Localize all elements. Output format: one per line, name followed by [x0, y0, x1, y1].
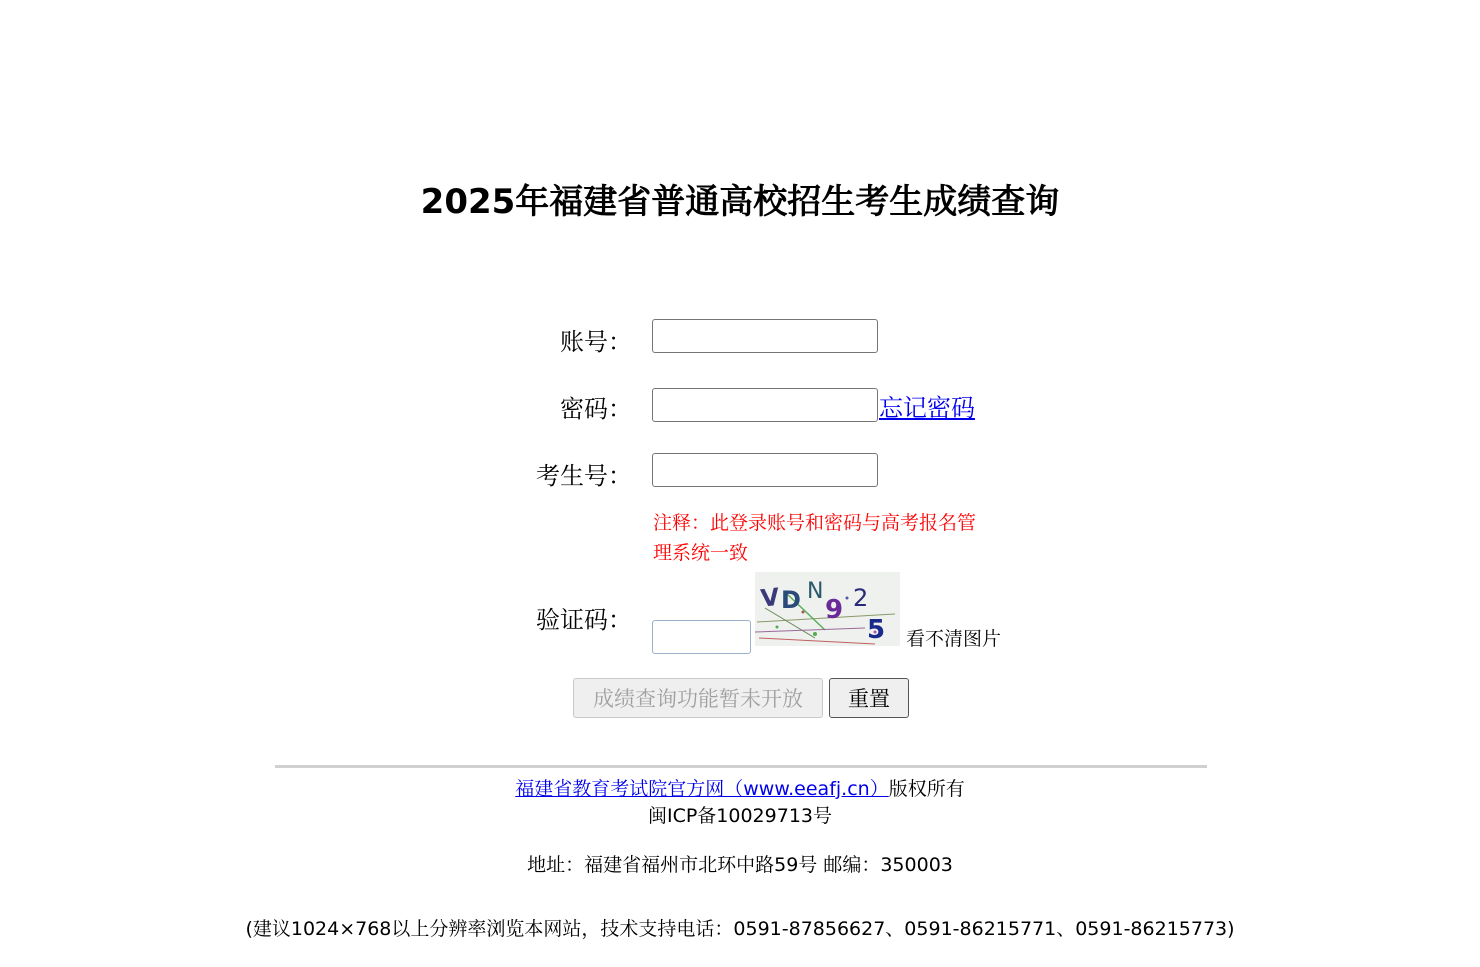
copyright-text: 版权所有	[888, 778, 965, 800]
account-input[interactable]	[652, 319, 878, 353]
exam-number-label: 考生号：	[536, 462, 632, 490]
captcha-char: 5	[867, 615, 886, 645]
reset-button[interactable]: 重置	[829, 678, 909, 718]
captcha-label: 验证码：	[536, 606, 632, 634]
captcha-char: 9	[825, 595, 844, 625]
page-title: 2025年福建省普通高校招生考生成绩查询	[420, 182, 1060, 222]
forgot-password-link[interactable]: 忘记密码	[879, 394, 975, 422]
password-label: 密码：	[560, 395, 632, 423]
footer-divider	[275, 765, 1207, 768]
icp-number: 闽ICP备10029713号	[647, 805, 833, 827]
captcha-char: V	[759, 582, 781, 613]
captcha-refresh-link[interactable]: 看不清图片	[906, 628, 1002, 650]
captcha-image[interactable]	[755, 572, 900, 646]
captcha-char: 2	[853, 584, 869, 612]
exam-number-input[interactable]	[652, 453, 878, 487]
address: 地址：福建省福州市北环中路59号 邮编：350003	[527, 854, 953, 876]
password-input[interactable]	[652, 388, 878, 422]
captcha-input[interactable]	[652, 620, 751, 654]
site-link[interactable]: 福建省教育考试院官方网（www.eeafj.cn）	[515, 778, 889, 800]
support-info: (建议1024×768以上分辨率浏览本网站，技术支持电话：0591-87856627、0591-86215771、0591-86215773)	[245, 918, 1235, 940]
login-note: 注释：此登录账号和密码与高考报名管理系统一致	[653, 512, 977, 564]
captcha-char: N	[807, 579, 824, 604]
footer-copyright-line	[0, 774, 1480, 801]
query-button[interactable]: 成绩查询功能暂未开放	[573, 678, 823, 718]
account-label: 账号：	[560, 328, 632, 356]
captcha-char: D	[781, 586, 801, 614]
